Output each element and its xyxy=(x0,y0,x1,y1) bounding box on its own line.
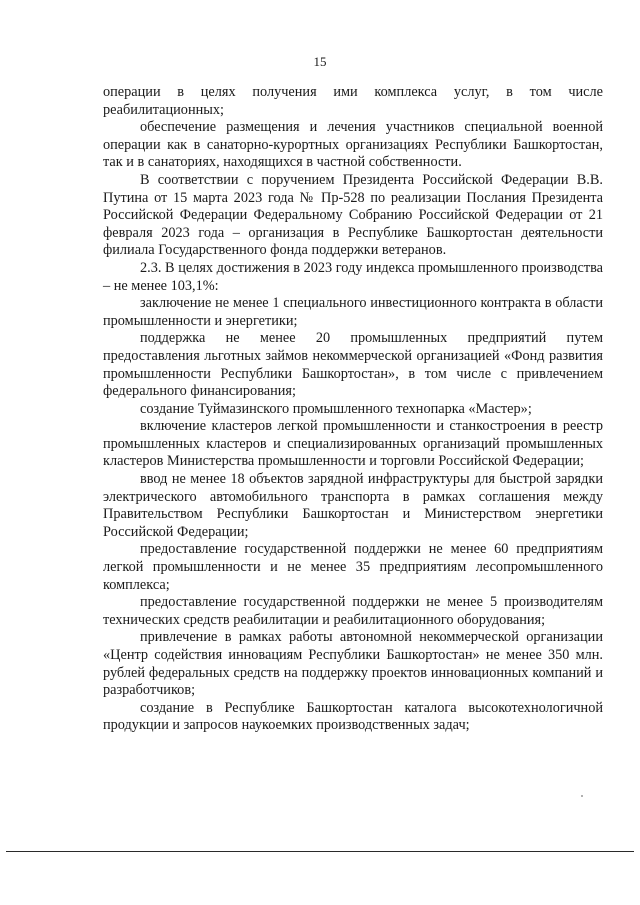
paragraph: предоставление государственной поддержки не менее 60 предприятиям легкой промышленности и не менее 35 предприятиям лесопромышленного комплекса; xyxy=(103,541,603,593)
scan-speck xyxy=(581,795,583,797)
page-number: 15 xyxy=(313,54,327,69)
paragraph: ввод не менее 18 объектов зарядной инфраструктуры для быстрой зарядки электрического автомобильного транспорта в рамках соглашения между Правительством Республики Башкортостан и Министерством энергетики Российской Федерации; xyxy=(103,471,603,540)
paragraph: обеспечение размещения и лечения участников специальной военной операции как в санаторно-курортных организациях Республики Башкортостан, так и в санаториях, находящихся в частной собственности. xyxy=(103,119,603,171)
paragraph: предоставление государственной поддержки не менее 5 производителям технических средств реабилитации и реабилитационного оборудования; xyxy=(103,594,603,628)
document-body xyxy=(103,84,603,735)
paragraph: заключение не менее 1 специального инвестиционного контракта в области промышленности и энергетики; xyxy=(103,295,603,329)
paragraph: 2.3. В целях достижения в 2023 году индекса промышленного производства – не менее 103,1%: xyxy=(103,259,603,294)
paragraph: поддержка не менее 20 промышленных предприятий путем предоставления льготных займов некоммерческой организацией «Фонд развития промышленности Республики Башкортостан», в том числе с привлечением федерального финансирования; xyxy=(103,330,603,400)
paragraph: операции в целях получения ими комплекса услуг, в том числе реабилитационных; xyxy=(103,84,603,118)
bottom-scan-line xyxy=(6,851,634,852)
paragraph: привлечение в рамках работы автономной некоммерческой организации «Центр содействия инновациям Республики Башкортостан» не менее 350 млн. рублей федеральных средств на поддержку проектов инновационных компаний и разработчиков; xyxy=(103,629,603,699)
paragraph: создание Туймазинского промышленного технопарка «Мастер»; xyxy=(140,400,532,417)
paragraph: создание в Республике Башкортостан каталога высокотехнологичной продукции и запросов наукоемких производственных задач; xyxy=(103,699,603,734)
paragraph: включение кластеров легкой промышленности и станкостроения в реестр промышленных кластеров и специализированных организаций промышленных кластеров Министерства промышленности и торговли Российской Федерации; xyxy=(103,418,603,470)
paragraph: В соответствии с поручением Президента Российской Федерации В.В. Путина от 15 марта 2023 года № Пр-528 по реализации Послания Президента Российской Федерации Федеральному Собранию Российской Федерации от 21 февраля 2023 года – организация в Республике Башкортостан деятельности филиала Государственного фонда поддержки ветеранов. xyxy=(103,171,603,259)
